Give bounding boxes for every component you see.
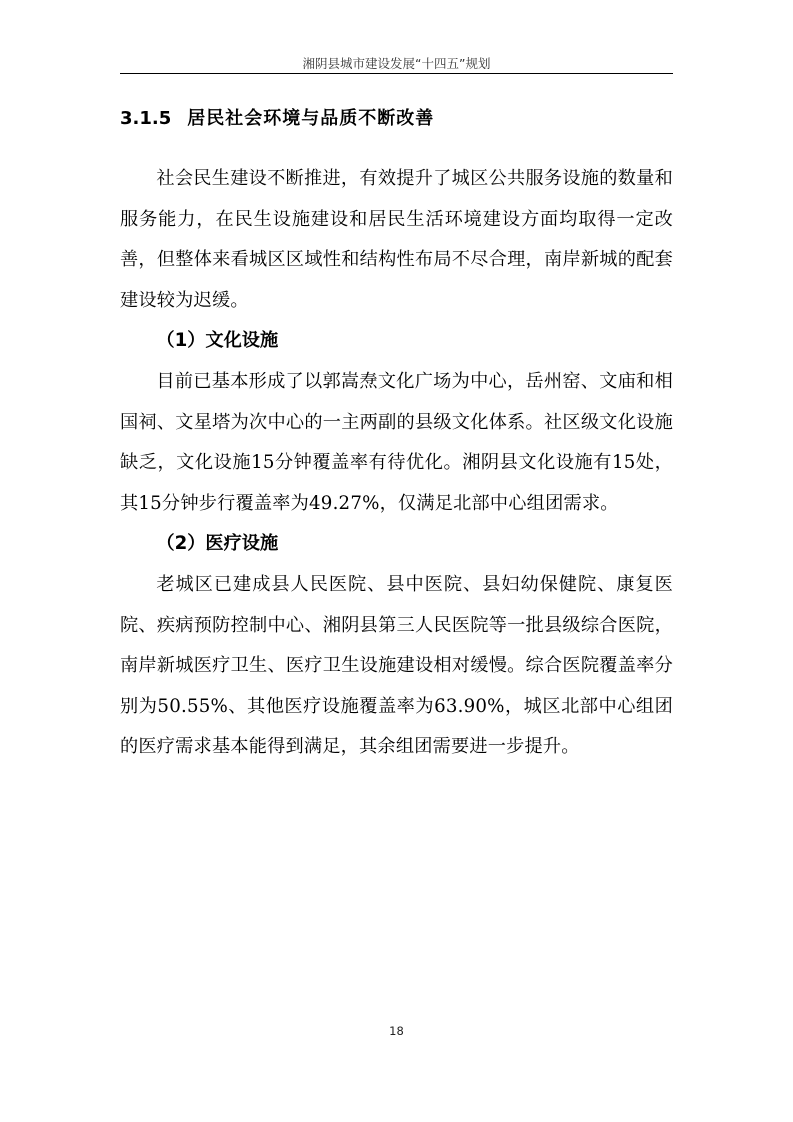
medical-paragraph: 老城区已建成县人民医院、县中医院、县妇幼保健院、康复医院、疾病预防控制中心、湘阴县第三人民医院等一批县级综合医院，南岸新城医疗卫生、医疗卫生设施建设相对缓慢。综合医院覆盖率分别为50.55%、其他医疗设施覆盖率为63.90%，城区北部中心组团的医疗需求基本能得到满足，其余组团需要进一步提升。	[120, 573, 673, 758]
page-number: 18	[389, 1024, 404, 1038]
section-number: 3.1.5	[120, 108, 172, 129]
running-header: 湘阴县城市建设发展“十四五”规划	[302, 56, 491, 71]
intro-paragraph: 社会民生建设不断推进，有效提升了城区公共服务设施的数量和服务能力，在民生设施建设和居民生活环境建设方面均取得一定改善，但整体来看城区区域性和结构性布局不尽合理，南岸新城的配套建设较为迟缓。	[120, 168, 673, 311]
document-body	[120, 159, 673, 768]
medical-heading: （2）医疗设施	[156, 533, 279, 555]
culture-heading: （1）文化设施	[156, 330, 279, 352]
culture-paragraph: 目前已基本形成了以郭嵩焘文化广场为中心，岳州窑、文庙和相国祠、文星塔为次中心的一主两副的县级文化体系。社区级文化设施缺乏，文化设施15分钟覆盖率有待优化。湘阴县文化设施有15处，其15分钟步行覆盖率为49.27%，仅满足北部中心组团需求。	[120, 370, 673, 514]
section-heading	[120, 104, 434, 130]
section-title: 居民社会环境与品质不断改善	[187, 108, 435, 129]
header-rule	[120, 73, 673, 74]
